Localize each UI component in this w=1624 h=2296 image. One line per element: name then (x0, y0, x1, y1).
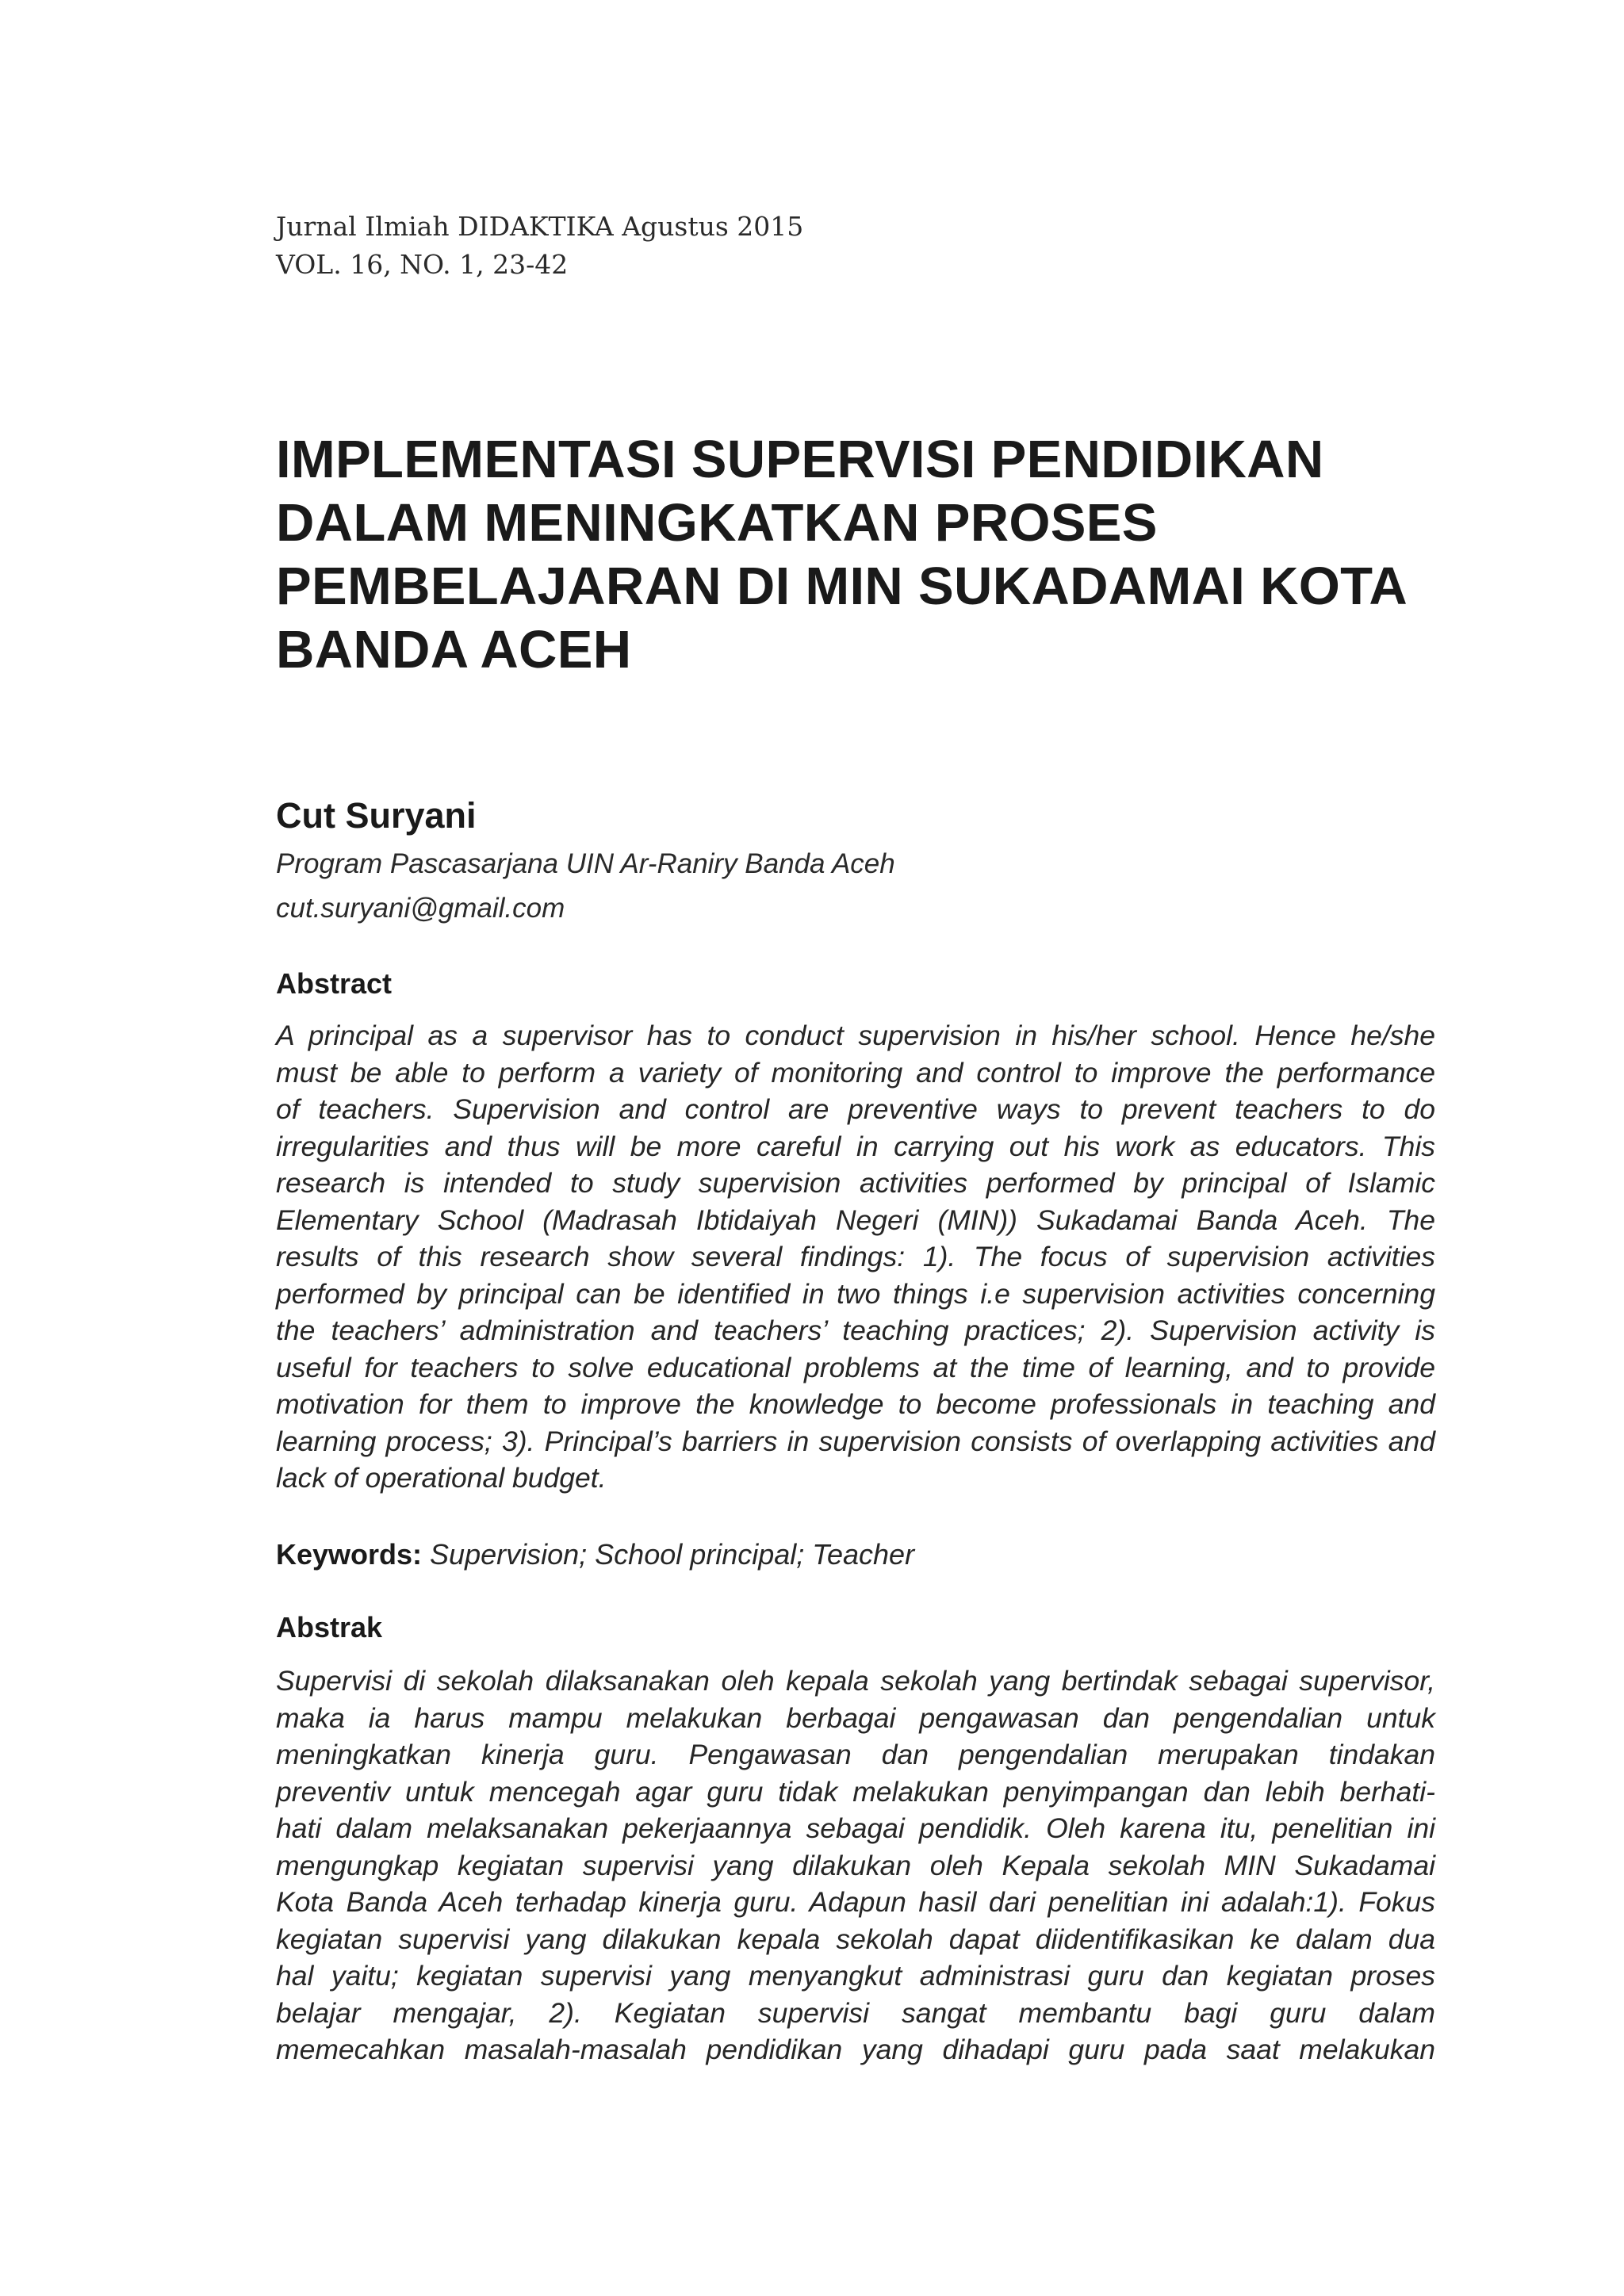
title-line: PEMBELAJARAN DI MIN SUKADAMAI KOTA (276, 557, 1408, 616)
keywords (276, 1536, 914, 1573)
abstrak-line: hati dalam melaksanakan pekerjaannya sebagai pendidik. Oleh karena itu, penelitian ini (276, 1812, 1435, 1844)
abstract-line: A principal as a supervisor has to conduct supervision in his/her school. Hence he/she (276, 1020, 1435, 1051)
title-line: DALAM MENINGKATKAN PROSES (276, 493, 1158, 553)
abstract-line: learning process; 3). Principal’s barriers in supervision consists of overlapping activities and (276, 1425, 1435, 1457)
journal-header (276, 208, 803, 284)
abstrak-line: Kota Banda Aceh terhadap kinerja guru. Adapun hasil dari penelitian ini adalah:1). Fokus (276, 1886, 1435, 1918)
abstrak-line: maka ia harus mampu melakukan berbagai pengawasan dan pengendalian untuk (276, 1701, 1435, 1734)
author-email: cut.suryani@gmail.com (276, 893, 565, 924)
journal-name: Jurnal Ilmiah DIDAKTIKA Agustus 2015 (276, 211, 804, 242)
abstract-line: must be able to perform a variety of monitoring and control to improve the performance (276, 1056, 1435, 1089)
abstract-line: the teachers’ administration and teachers’ teaching practices; 2). Supervision activity is (276, 1314, 1435, 1346)
author-affiliation: Program Pascasarjana UIN Ar-Raniry Banda Aceh (276, 848, 895, 879)
abstract-line: motivation for them to improve the knowledge to become professionals in teaching and (276, 1388, 1435, 1420)
paper-title (276, 428, 1434, 682)
abstrak-line: belajar mengajar, 2). Kegiatan supervisi sangat membantu bagi guru dalam (276, 1996, 1435, 2029)
abstrak-line: memecahkan masalah-masalah pendidikan yang dihadapi guru pada saat melakukan (276, 2034, 1435, 2065)
abstrak-line: preventiv untuk mencegah agar guru tidak melakukan penyimpangan dan lebih berhati- (276, 1775, 1435, 1808)
abstract-line: research is intended to study supervision activities performed by principal of Islamic (276, 1167, 1435, 1199)
abstract-heading: Abstract (276, 967, 393, 1000)
journal-volume: VOL. 16, NO. 1, 23-42 (276, 249, 569, 280)
abstract-line: Elementary School (Madrasah Ibtidaiyah Negeri (MIN)) Sukadamai Banda Aceh. The (276, 1203, 1435, 1236)
abstract-line: irregularities and thus will be more careful in carrying out his work as educators. This (276, 1130, 1435, 1162)
keywords-value: Supervision; School principal; Teacher (422, 1538, 915, 1571)
abstract-line: of teachers. Supervision and control are preventive ways to prevent teachers to do (276, 1093, 1435, 1125)
author-name: Cut Suryani (276, 795, 477, 836)
title-line: IMPLEMENTASI SUPERVISI PENDIDIKAN (276, 430, 1324, 489)
abstrak-heading: Abstrak (276, 1611, 383, 1644)
abstrak-line: Supervisi di sekolah dilaksanakan oleh kepala sekolah yang bertindak sebagai supervisor, (276, 1665, 1435, 1697)
abstract-line: lack of operational budget. (276, 1462, 607, 1494)
abstract-line: results of this research show several findings: 1). The focus of supervision activities (276, 1241, 1435, 1272)
abstract-line: performed by principal can be identified in two things i.e supervision activities concerning (276, 1277, 1435, 1310)
keywords-label: Keywords: (276, 1538, 423, 1571)
abstrak-line: mengungkap kegiatan supervisi yang dilakukan oleh Kepala sekolah MIN Sukadamai (276, 1849, 1435, 1881)
abstract-line: useful for teachers to solve educational problems at the time of learning, and to provide (276, 1351, 1435, 1383)
abstrak-body (276, 1663, 1435, 2068)
author-affiliation-block (276, 842, 895, 931)
abstrak-line: kegiatan supervisi yang dilakukan kepala sekolah dapat diidentifikasikan ke dalam dua (276, 1923, 1435, 1955)
abstract-body (276, 1017, 1435, 1497)
title-line: BANDA ACEH (276, 620, 632, 679)
abstrak-line: meningkatkan kinerja guru. Pengawasan dan pengendalian merupakan tindakan (276, 1739, 1435, 1770)
abstrak-line: hal yaitu; kegiatan supervisi yang menyangkut administrasi guru dan kegiatan proses (276, 1960, 1435, 1992)
